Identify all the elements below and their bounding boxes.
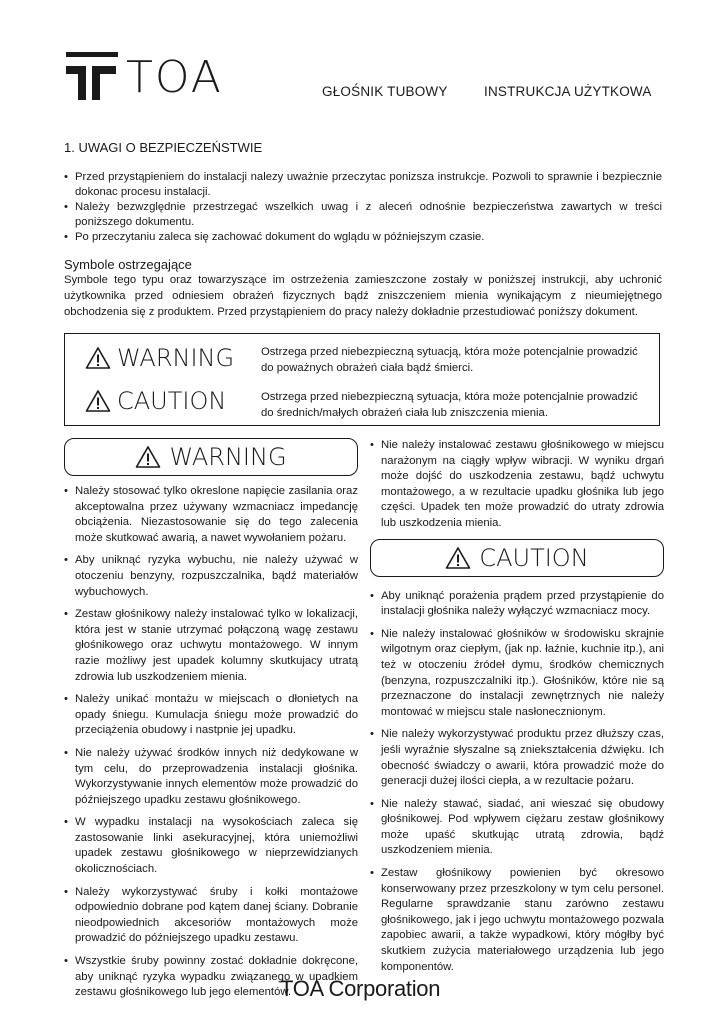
intro-list: [64, 170, 662, 245]
warning-column: [64, 438, 358, 1008]
caution-triangle-icon: [85, 389, 111, 413]
legend-caution-desc: Ostrzega przed niebezpieczną sytuacja, która może potencjalnie prowadzić do średnich/małych obrażeń ciała lub zniszczenia mienia.: [261, 391, 638, 419]
warning-item: • Należy stosować tylko okreslone napięcie zasilania oraz akceptowalna przez używany wzmacniacz impedancję obciążenia. Niezastosowanie się do tego zalecenia może skutkować awarią, a nawet wywołaniem pożaru.: [64, 484, 358, 546]
caution-item: • Zestaw głośnikowy powienien być okresowo konserwowany przez przeszkolony w tym celu personel. Regularne sprawdzanie stanu zarówno zestawu głośnikowego, jak i jego uchwytu montażowego pozwala zapobiec awarii, a także wypadkowi, który mógłby być skutkiem zużycia materiałowego urządzenia lub jego komponentów.: [370, 866, 664, 975]
warning-item: • Należy unikać montażu w miejscach o dłonietych na opady śniegu. Kumulacja śniegu może prowadzić do przeciążenia obudowy i nastpnie jej upadku.: [64, 692, 358, 739]
caution-triangle-icon: [445, 546, 471, 570]
legend-caution-label: CAUTION: [117, 387, 227, 415]
caution-item: • Nie należy stawać, siadać, ani wieszać się obudowy głośnikowej. Pod wpływem ciężaru zestaw głośnikowy może upaść skutkując utratą zdrowia, bądź uszkodzeniem mienia.: [370, 797, 664, 859]
legend-warning-label: WARNING: [117, 344, 235, 372]
caution-item: • Nie należy wykorzystywać produktu przez dłuższy czas, jeśli wyraźnie słyszalne są zniekształcenia dźwięku. Ich obecność świadczy o awarii, która prowadzić może do generacji dużej ilości ciepła, a w rezultacie pożaru.: [370, 727, 664, 789]
caution-list: [370, 589, 664, 976]
toa-logo-mark-icon: [64, 52, 120, 100]
footer-company: TOA Corporation: [280, 976, 441, 1001]
warning-list: [64, 484, 358, 1001]
warning-item: • W wypadku instalacji na wysokościach zaleca się zastosowanie linki asekuracyjnej, która uniemożliwi upadek zestawu głośnikowego w nieprzewidzianych okolicznościach.: [64, 815, 358, 877]
product-title: GŁOŚNIK TUBOWY: [322, 84, 448, 99]
caution-item: • Nie należy instalować głośników w środowisku skrajnie wilgotnym oraz ciepłym, (jak np. łaźnie, kuchnie itp.), ani też w otoczeniu źródeł dymu, środków chemicznych (benzyna, rozpuszczalniki itp.). Głośników, które nie są przeznaczone do instalacji zewnętrznych nie należy montować w miejscu stale nasłonecznionym.: [370, 627, 664, 721]
symbols-legend: [64, 333, 660, 426]
logo-text: TOA: [126, 52, 223, 103]
caution-item: • Aby uniknąć porażenia prądem przed przystąpienie do instalacji głośnika należy wyłączyć wzmacniacz mocy.: [370, 589, 664, 620]
intro-item: • Przed przystąpieniem do instalacji nalezy uważnie przeczytac ponizsza instrukcje. Pozwoli to sprawnie i bezpiecznie dokonac procesu instalacji.: [64, 170, 662, 200]
warning-heading: [64, 438, 358, 476]
manual-title: INSTRUKCJA UŻYTKOWA: [484, 84, 652, 99]
warning-heading-label: WARNING: [169, 443, 287, 471]
section-title: 1. UWAGI O BEZPIECZEŃSTWIE: [64, 140, 263, 155]
toa-logo: [64, 52, 223, 103]
warning-item: • Wszystkie śruby powinny zostać dokładnie dokręcone, aby uniknąć ryzyka wypadku związanego w upadkiem zestawu głośnikowego lub jego elementów.: [64, 954, 358, 1001]
warning-triangle-icon: [85, 346, 111, 370]
warning-item: • Aby uniknąć ryzyka wybuchu, nie należy używać w otoczeniu benzyny, rozpuszczalnika, bądź materiałów wybuchowych.: [64, 553, 358, 600]
warning-item: • Nie należy używać środków innych niż dedykowane w tym celu, do przeprowadzenia instalacji głośnika. Wykorzystywanie innych elementów może prowadzić do późniejszego upadku zestawu głośnikowego.: [64, 746, 358, 808]
caution-column: [370, 438, 664, 982]
caution-heading-label: CAUTION: [479, 543, 589, 572]
symbols-title: Symbole ostrzegające: [64, 257, 192, 272]
legend-warning: [85, 344, 234, 372]
caution-heading: [370, 539, 664, 577]
warning-triangle-icon: [135, 445, 161, 469]
warning-item: • Nie należy instalować zestawu głośnikowego w miejscu narażonym na ciągły wpływ wibracji. W wyniku drgań może dojść do uszkodzenia zestawu, bądź uchwytu montażowego, a w rezultacie upadku głośnika lub jego części. Upadek ten może prowadzić do utraty zdrowia lub uszkodzenia mienia.: [370, 438, 664, 532]
intro-item: • Należy bezwzględnie przestrzegać wszelkich uwag i z aleceń odnośnie bezpieczeństwa zawartych w treści poniższego dokumentu.: [64, 200, 662, 230]
legend-warning-desc: Ostrzega przed niebezpieczną sytuacją, która może potencjalnie prowadzić do poważnych obrażeń ciała bądź śmierci.: [261, 346, 638, 374]
intro-item: • Po przeczytaniu zaleca się zachować dokument do wglądu w późniejszym czasie.: [64, 230, 662, 245]
legend-caution: [85, 387, 226, 415]
warning-item: • Zestaw głośnikowy należy instalować tylko w lokalizacji, która jest w stanie utrzymać połączoną wagę zestawu głośnikowego oraz uchwytu montażowego. W innym razie możliwy jest upadek kolumny skutkujacy utratą zdrowia lub uszkodzeniem mienia.: [64, 607, 358, 685]
symbols-text: Symbole tego typu oraz towarzyszące im ostrzeżenia zamieszczone zostały w poniższej instrukcji, aby uchronić użytkownika przed odniesiem obrażeń fizycznych bądź zniszczeniem mienia wynikającym z nieumiejętnego obchodzenia się z produktem. Przed przystąpieniem do pracy należy dokładnie przestudiować poniższy dokument.: [64, 274, 662, 318]
warning-item: • Należy wykorzystywać śruby i kołki montażowe odpowiednio dobrane pod kątem danej ściany. Dobranie nieodpowiednich akcesoriów montażowych może prowadzić do późniejszego upadku zestawu.: [64, 885, 358, 947]
warning-list-continued: [370, 438, 664, 532]
